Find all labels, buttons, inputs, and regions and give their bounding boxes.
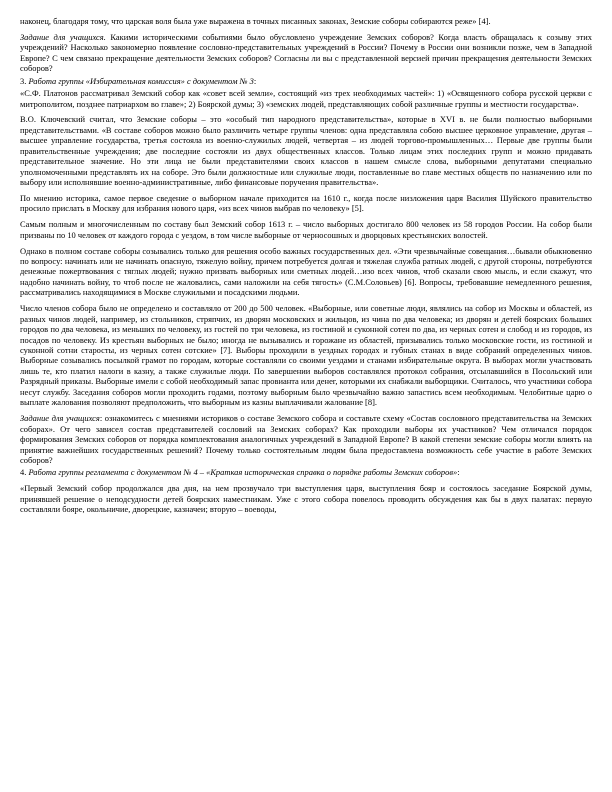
paragraph-members bbox=[20, 303, 592, 408]
heading-label: Работа группы регламента с документом № 4 – «Краткая историческая справка о порядке работы Земских соборов» bbox=[28, 467, 458, 478]
paragraph-text: Какими историческими событиями было обусловлено учреждение Земских соборов? Когда власть обращалась к созыву этих учреждений? Насколько закономерно появление сословно-представительных учреждений в России? Почему в России они возникли позже, чем в Западной Европе? С чем связано прекращение деятельности Земских соборов? Согласны ли вы с представленной версией причин прекращения деятельности Земских соборов? bbox=[20, 31, 592, 74]
paragraph-text: «Первый Земский собор продолжался два дня, на нем прозвучало три выступления царя, выступления бояр и состоялось заседание Боярской думы, принявшей решение о неподсудности детей боярских наместникам. Уже с этого собора повелось проводить обсуждения как бы в двух палатах: первую составляли бояре, окольничие, дворецкие, казначеи; вторую – воеводы, bbox=[20, 483, 592, 515]
paragraph-platonov bbox=[20, 88, 592, 109]
heading-number: 3. bbox=[20, 75, 29, 86]
paragraph-first-sobor bbox=[20, 483, 592, 514]
paragraph-text: По мнению историка, самое первое сведение о выборном начале приходится на 1610 г., когда после низложения царя Василия Шуйского правительство просило прислать в Москву для избрания нового царя, «из всех чинов выбрав по человеку» [5]. bbox=[20, 192, 592, 214]
heading-number: 4. bbox=[20, 467, 29, 478]
paragraph-text: наконец, благодаря тому, что царская воля была уже выражена в точных писанных законах, Земские соборы собираются реже» [4]. bbox=[20, 16, 491, 26]
task-label: Задание для учащихся bbox=[20, 413, 100, 424]
paragraph-text: Число членов собора было не определено и составляло от 200 до 500 человек. «Выборные, или советные люди, являлись на собор из Москвы и областей, из разных чинов людей, например, из стольников, стряпчих, из дворян московских и жильцов, из чина по два человека; из дворян и детей боярских больших городов по два человека, из меньших по человеку, из гостей по три человека, из гостиной и суконной сотен по два, из черных сотен и слобод и из городов, из посадов по человеку. Из крестьян выборных не было; иногда не вызывались и горожане из областей, призывались только московские гости, из гостиной и суконной сотни старосты, из черных сотен сотские» [7]. Выборы проходили в уездных городах и губных станах в виде собраний определенных чинов. Выборные созывались посылкой грамот по городам, которые составляли со своими уездами и станами избирательные округа. В выборах могли участвовать лишь те, кто платил налоги в казну, а также служилые люди. По завершении выборов составлялся протокол собрания, отсылавшийся в Посольский или Разрядный приказы. Выборные имели с собой необходимый запас провианта или денег, которыми их снабжали выборщики. Считалось, что участники собора несут службу. Заседания соборов могли проходить годами, поэтому выборным было чрезвычайно важно запастись всем необходимым. Челобитные царю о выплате жалования позволяют предположить, что выборным из казны выплачивали жалование [8]. bbox=[20, 303, 592, 408]
task-paragraph-2 bbox=[20, 413, 592, 465]
heading-label: Работа группы «Избирательная комиссия» с документом № 3 bbox=[28, 75, 254, 86]
paragraph-text: Однако в полном составе соборы созывались только для решения особо важных государственных дел. «Эти чрезвычайные совещания…бывали обыкновенно по вопросу: начинать или не начинать опасную, тяжелую войну, причем потребуется долгая и тяжелая служба ратных людей, с другой стороны, потребуются денежные пожертвования с тяглых людей; нужно призвать выборных или сметных людей…изо всех чинов, чтоб сказали свою мысль, и если скажут, что надобно начинать войну, то чтоб после не жаловались, сами наложили на себя тягость» (С.М.Соловьев) [6]. Вопросы, требовавшие немедленного решения, рассматривались находящимися в Москве служилыми и посадскими людьми. bbox=[20, 245, 592, 298]
task-paragraph-1 bbox=[20, 32, 592, 74]
heading-suffix: : bbox=[253, 75, 257, 86]
paragraph-text: : ознакомитесь с мнениями историков о составе Земского собора и составьте схему «Состав сословного представительства на Земских соборах». От чего зависел состав представителей сословий на Земских соборах? Как проходили выборы их участников? Чем отличался порядок формирования Земских соборов от порядка комплектования аналогичных учреждений в Западной Европе? В какой степени земские соборы могли влиять на принятие важнейших государственных решений? Почему только состоятельным людям была предоставлена возможность себе участие в работе Земских соборов? bbox=[20, 413, 592, 465]
paragraph-solovyov bbox=[20, 246, 592, 298]
task-label: Задание для учащихся. bbox=[20, 31, 106, 42]
paragraph-1610 bbox=[20, 193, 592, 214]
paragraph-text: В.О. Ключевский считал, что Земские соборы – это «особый тип народного представительства», которые в XVI в. не были полностью выборными представительствами. «В составе соборов можно было различить четыре группы членов: одна представляла собою высшее церковное управление, другая – высшее управление государства, третья состояла из военно-служилых людей, четвертая – из людей торгово-промышленных… Первые две группы были правительственные учреждения; две последние состояли из двух общественных классов. Только лицам этих последних групп и можно придавать представительное значение. Но эти лица не были представителями своих классов в нашем смысле слова, выборными депутатами специально уполномоченными представлять их на соборе. Это были должностные или служилые люди, поставленные во главе местных обществ по назначению или по выбору или исполнявшие военно-административные, либо финансовые поручения правительства». bbox=[20, 114, 592, 188]
paragraph-text: Самым полным и многочисленным по составу был Земский собор 1613 г. – число выборных достигало 800 человек из 58 городов России. На собор были призваны по 10 человек от каждого города с уездом, в том числе выборные от черносошных и дворцовых крестьянских волостей. bbox=[20, 219, 592, 240]
group-heading-3 bbox=[20, 76, 592, 86]
paragraph-klyuchevsky bbox=[20, 114, 592, 187]
paragraph-continuation bbox=[20, 16, 592, 26]
group-heading-4 bbox=[20, 467, 592, 477]
heading-suffix: : bbox=[457, 467, 460, 478]
paragraph-text: «С.Ф. Платонов рассматривал Земский собор как «совет всей земли», состоящий «из трех необходимых частей»: 1) «Освященного собора русской церкви с митрополитом, позднее патриархом во главе»; 2) Боярской думы; 3) «земских людей, представляющих собой различные группы и местности государства». bbox=[20, 88, 592, 109]
paragraph-1613 bbox=[20, 219, 592, 240]
